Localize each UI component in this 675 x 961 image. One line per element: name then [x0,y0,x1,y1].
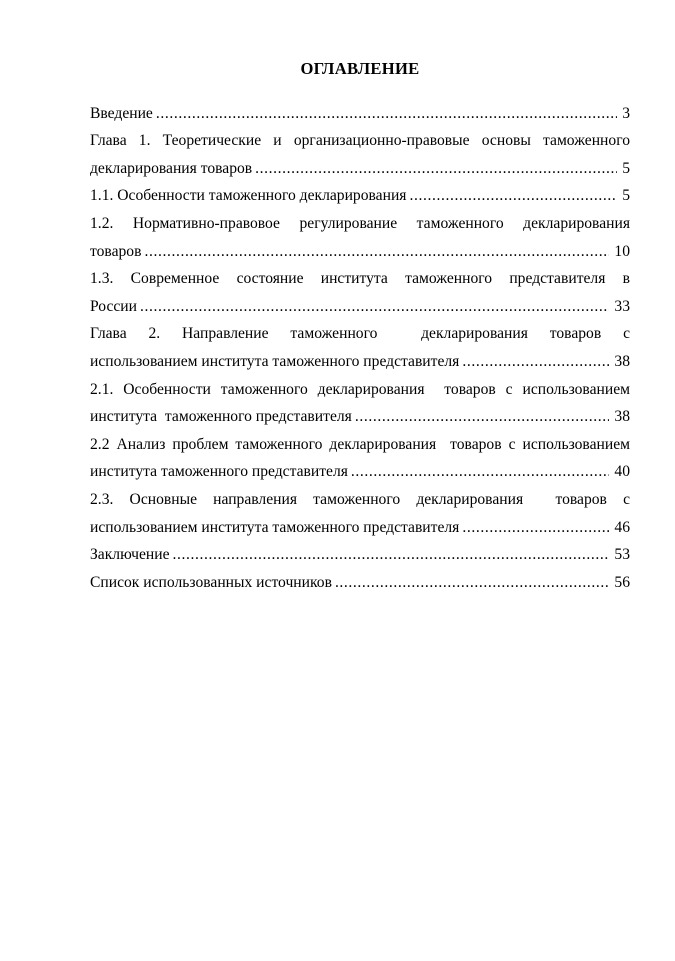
toc-page-number[interactable]: 5 [622,159,630,177]
toc-entry-last-line [90,541,630,569]
toc-entry-last-line [90,182,630,210]
toc-entry [90,210,630,265]
toc-entry [90,376,630,431]
toc-page-number[interactable]: 40 [614,463,630,481]
toc-entry-line[interactable]: Глава 1. Теоретические и организационно-правовые основы таможенного [90,132,630,150]
toc-entry-title[interactable]: декларирования товаров [90,159,253,177]
toc-entry [90,486,630,541]
toc-entry-line[interactable]: 1.3. Современное состояние института таможенного представителя в [90,270,630,288]
toc-entry [90,431,630,486]
toc-entry-last-line [90,348,630,376]
toc-entry [90,265,630,320]
toc-page-number[interactable]: 53 [614,546,630,564]
toc-entry-title[interactable]: использованием института таможенного представителя [90,518,460,536]
toc-dot-leader [355,403,610,431]
toc-entry-line[interactable]: 2.2 Анализ проблем таможенного декларирования товаров с использованием [90,435,630,453]
toc-dot-leader [255,155,617,183]
toc-entry-last-line [90,155,630,183]
toc-entry-title[interactable]: товаров [90,242,142,260]
toc-dot-leader [156,100,617,128]
toc-page-number[interactable]: 10 [614,242,630,260]
toc-entry-last-line [90,238,630,266]
toc-page-number[interactable]: 3 [622,104,630,122]
toc-entry [90,100,630,128]
toc-page-number[interactable]: 5 [622,187,630,205]
toc-list [90,100,630,597]
toc-entry [90,127,630,182]
toc-page-number[interactable]: 38 [614,408,630,426]
toc-dot-leader [462,348,609,376]
toc-dot-leader [335,569,609,597]
toc-entry [90,182,630,210]
toc-entry-last-line [90,293,630,321]
toc-page-number[interactable]: 33 [614,297,630,315]
toc-entry-line[interactable]: 2.1. Особенности таможенного декларирования товаров с использованием [90,380,630,398]
toc-dot-leader [409,182,617,210]
toc-dot-leader [144,238,609,266]
toc-entry-title[interactable]: России [90,297,138,315]
toc-entry-last-line [90,100,630,128]
toc-entry-title[interactable]: института таможенного представителя [90,408,352,426]
toc-entry-line[interactable]: 1.2. Нормативно-правовое регулирование таможенного декларирования [90,214,630,232]
toc-dot-leader [462,514,609,542]
toc-dot-leader [351,458,609,486]
toc-entry [90,569,630,597]
toc-entry-line[interactable]: Глава 2. Направление таможенного декларирования товаров с [90,325,630,343]
toc-entry-last-line [90,569,630,597]
toc-entry-title[interactable]: 1.1. Особенности таможенного декларирования [90,187,407,205]
toc-entry [90,541,630,569]
toc-dot-leader [140,293,609,321]
toc-entry-last-line [90,403,630,431]
toc-entry-line[interactable]: 2.3. Основные направления таможенного декларирования товаров с [90,490,630,508]
toc-entry-title[interactable]: института таможенного представителя [90,463,348,481]
toc-page-number[interactable]: 38 [614,352,630,370]
toc-entry-title[interactable]: Заключение [90,546,170,564]
toc-entry-title[interactable]: использованием института таможенного представителя [90,352,460,370]
toc-entry-title[interactable]: Список использованных источников [90,573,332,591]
toc-page-number[interactable]: 46 [614,518,630,536]
toc-entry [90,320,630,375]
toc-entry-last-line [90,514,630,542]
page-title: ОГЛАВЛЕНИЕ [300,59,420,78]
toc-dot-leader [173,541,610,569]
toc-page-number[interactable]: 56 [614,573,630,591]
toc-entry-title[interactable]: Введение [90,104,153,122]
toc-entry-last-line [90,458,630,486]
